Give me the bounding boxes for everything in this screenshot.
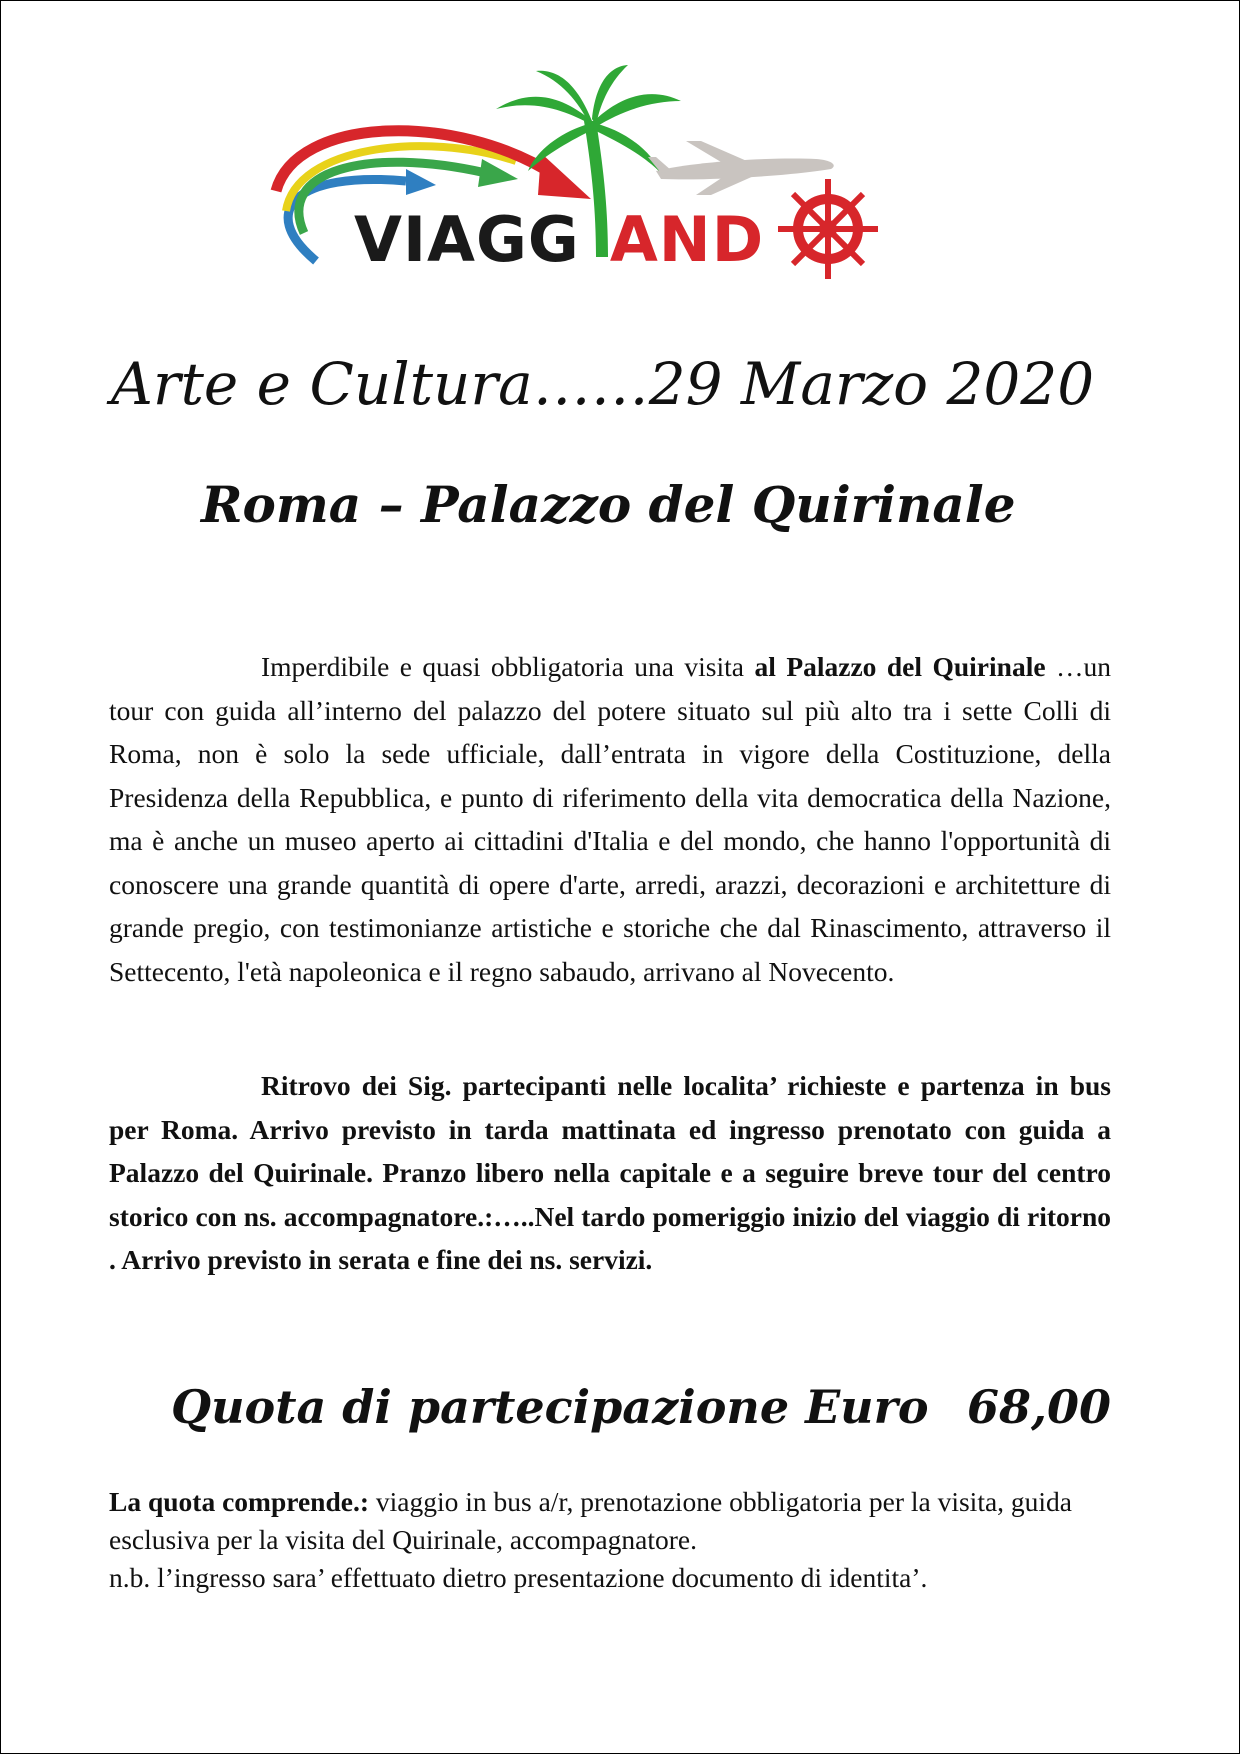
includes-section bbox=[109, 1483, 1111, 1597]
includes-label: La quota comprende.: bbox=[109, 1486, 369, 1517]
brand-part-2: AND bbox=[609, 203, 765, 276]
includes-line bbox=[109, 1483, 1111, 1559]
price-line bbox=[171, 1382, 1111, 1433]
event-title: Arte e Cultura……29 Marzo 2020 bbox=[111, 350, 1095, 418]
brand-name bbox=[354, 203, 765, 276]
id-note: n.b. l’ingresso sara’ effettuato dietro presentazione documento di identita’. bbox=[109, 1562, 928, 1593]
intro-lead-bold: al Palazzo del Quirinale bbox=[754, 651, 1046, 682]
intro-body: …un tour con guida all’interno del palazzo del potere situato sul più alto tra i sette Colli di Roma, non è solo la sede ufficiale, dall’entrata in vigore della Costituzione, della Presidenza della Repubblica, e punto di riferimento della vita democratica della Nazione, ma è anche un museo aperto ai cittadini d'Italia e del mondo, che hanno l'opportunità di conoscere una grande quantità di opere d'arte, arredi, arazzi, decorazioni e architetture di grande pregio, con testimonianze artistiche e storiche che dal Rinascimento, attraverso il Settecento, l'età napoleonica e il regno sabaudo, arrivano al Novecento. bbox=[109, 651, 1112, 987]
airplane-icon bbox=[648, 141, 834, 195]
price-amount: 68,00 bbox=[966, 1380, 1111, 1434]
includes-text: viaggio in bus a/r, prenotazione obbligatoria per la visita, guida esclusiva per la visita del Quirinale, accompagnatore. bbox=[109, 1486, 1073, 1555]
itinerary-text: Ritrovo dei Sig. partecipanti nelle localita’ richieste e partenza in bus per Roma. Arrivo previsto in tarda mattinata ed ingresso prenotato con guida a Palazzo del Quirinale. Pranzo libero nella capitale e a seguire breve tour del centro storico con ns. accompagnatore.:…..Nel tardo pomeriggio inizio del viaggio di ritorno . Arrivo previsto in serata e fine dei ns. servizi. bbox=[109, 1070, 1111, 1275]
intro-lead: Imperdibile e quasi obbligatoria una visita bbox=[261, 651, 755, 682]
intro-paragraph bbox=[109, 645, 1111, 993]
red-arrowhead-icon bbox=[538, 153, 591, 199]
brand-part-1: VIAGG bbox=[354, 203, 580, 276]
viaggiando-logo bbox=[256, 61, 976, 291]
ship-wheel-icon bbox=[778, 179, 878, 279]
event-subtitle: Roma – Palazzo del Quirinale bbox=[201, 475, 1016, 534]
price-label: Quota di partecipazione Euro bbox=[171, 1380, 929, 1434]
itinerary-paragraph bbox=[109, 1064, 1111, 1282]
blue-arrowhead-icon bbox=[406, 169, 436, 195]
